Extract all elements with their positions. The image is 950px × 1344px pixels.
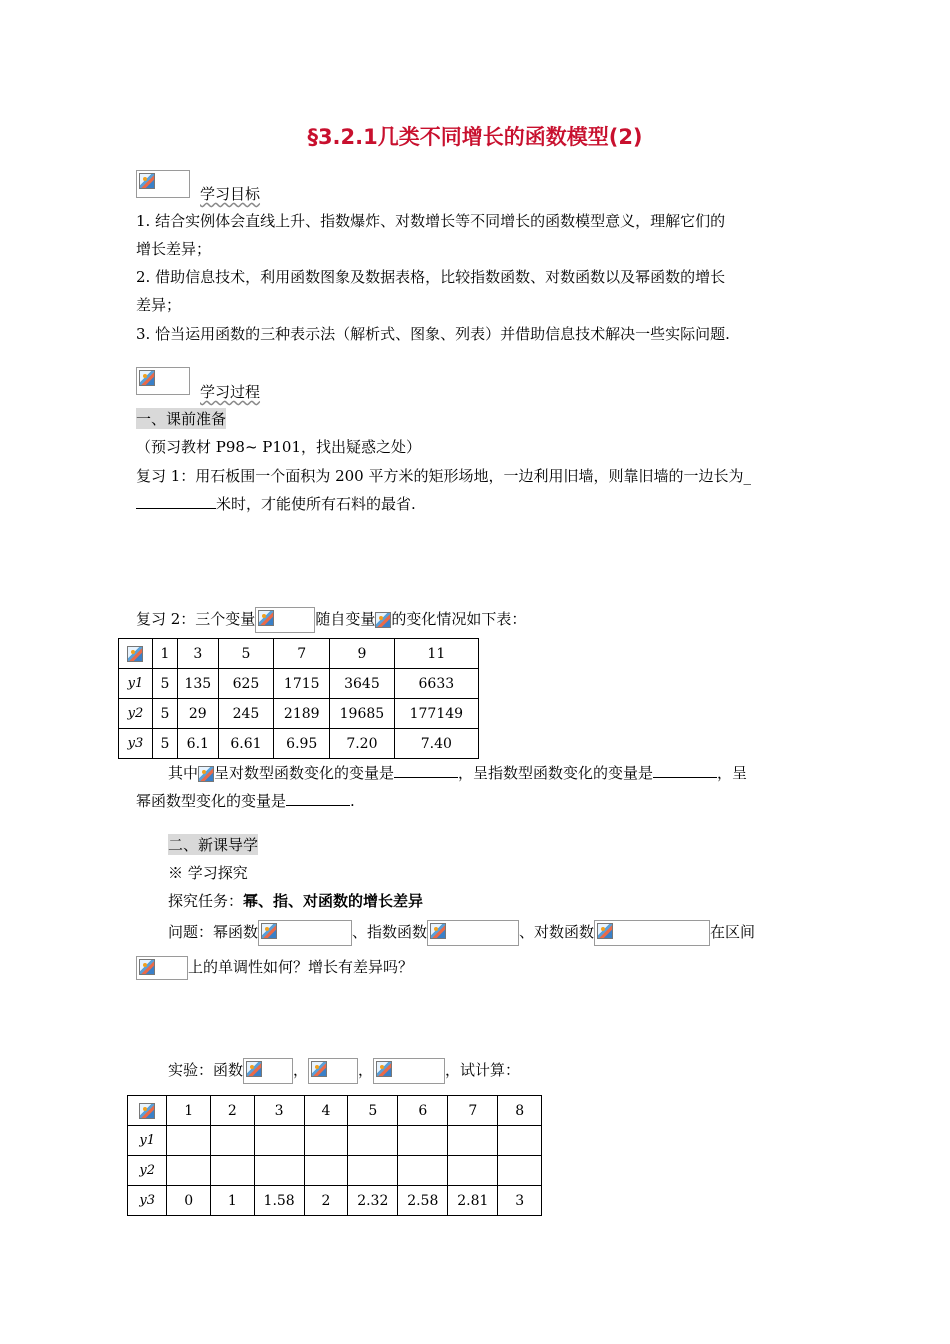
table-row xyxy=(128,1156,542,1186)
review2-line xyxy=(136,607,526,633)
answer-blank[interactable] xyxy=(653,777,717,778)
table-cell[interactable] xyxy=(398,1126,448,1156)
problem-text: 在区间 xyxy=(710,923,756,941)
section-heading-process: 学习过程 xyxy=(200,383,261,401)
review2-text: 的变化情况如下表： xyxy=(391,610,527,628)
x-variable-icon xyxy=(127,646,143,662)
table-cell: 5 xyxy=(152,699,177,729)
table-cell: 2.32 xyxy=(348,1186,398,1216)
table-cell[interactable] xyxy=(167,1126,211,1156)
x-icon-cell xyxy=(119,639,153,669)
section-icon xyxy=(136,367,190,395)
x-icon-cell xyxy=(128,1096,167,1126)
table-cell: 29 xyxy=(178,699,218,729)
table-row xyxy=(128,1186,542,1216)
table-row xyxy=(119,729,479,759)
table-cell[interactable] xyxy=(254,1156,304,1186)
problem-text: 上的单调性如何？增长有差异吗？ xyxy=(188,958,414,976)
table-cell: 6.95 xyxy=(274,729,330,759)
table-cell: 2189 xyxy=(274,699,330,729)
table-cell: 6.61 xyxy=(218,729,274,759)
task-label: 探究任务： xyxy=(168,892,244,910)
formula-image-icon xyxy=(375,612,391,628)
table-cell: 1 xyxy=(167,1096,211,1126)
table-cell: 1.58 xyxy=(254,1186,304,1216)
table-cell[interactable] xyxy=(348,1156,398,1186)
review2-text: 随自变量 xyxy=(315,610,376,628)
table-cell: 9 xyxy=(330,639,395,669)
part-heading: 二、新课导学 xyxy=(168,836,259,854)
question-text: 幂函数型变化的变量是 xyxy=(136,792,287,810)
table-row xyxy=(128,1126,542,1156)
table-cell: 3645 xyxy=(330,669,395,699)
table-cell: 135 xyxy=(178,669,218,699)
table-cell: 1715 xyxy=(274,669,330,699)
row-label: y2 xyxy=(119,699,153,729)
table-cell[interactable] xyxy=(348,1126,398,1156)
data-table-1 xyxy=(118,638,479,759)
image-placeholder-icon xyxy=(136,170,190,198)
formula-image-icon xyxy=(258,920,352,946)
review1-text-end: 米时，才能使所有石料的最省. xyxy=(216,495,416,513)
table-cell: 11 xyxy=(394,639,478,669)
table-cell[interactable] xyxy=(304,1156,348,1186)
explore-heading: ※ 学习探究 xyxy=(168,864,248,882)
image-placeholder-icon xyxy=(136,367,190,395)
table-cell: 5 xyxy=(218,639,274,669)
answer-blank[interactable] xyxy=(394,777,458,778)
goal-line: 1. 结合实例体会直线上升、指数爆炸、对数增长等不同增长的函数模型意义，理解它们的 xyxy=(136,212,726,230)
table-cell: 5 xyxy=(152,729,177,759)
section-heading-goals: 学习目标 xyxy=(200,185,261,203)
question-line2 xyxy=(136,790,355,811)
problem-line2 xyxy=(136,956,413,980)
table-cell: 8 xyxy=(498,1096,542,1126)
question-line xyxy=(168,762,747,783)
table-header-row xyxy=(128,1096,542,1126)
formula-image-icon xyxy=(594,920,710,946)
experiment-text: ， xyxy=(293,1061,309,1079)
goal-line: 差异； xyxy=(136,296,182,314)
table-cell[interactable] xyxy=(448,1156,498,1186)
row-label: y3 xyxy=(119,729,153,759)
problem-text: 、指数函数 xyxy=(352,923,428,941)
experiment-text: ， xyxy=(358,1061,374,1079)
formula-image-icon xyxy=(427,920,519,946)
table-cell[interactable] xyxy=(398,1156,448,1186)
formula-image-icon xyxy=(255,607,315,633)
table-cell: 3 xyxy=(498,1186,542,1216)
goal-line: 2. 借助信息技术，利用函数图象及数据表格，比较指数函数、对数函数以及幂函数的增长 xyxy=(136,268,726,286)
table-cell: 3 xyxy=(178,639,218,669)
question-text: ，呈 xyxy=(717,764,748,782)
table-cell[interactable] xyxy=(167,1156,211,1186)
page-title: §3.2.1几类不同增长的函数模型(2) xyxy=(307,125,643,149)
part-heading: 一、课前准备 xyxy=(136,410,227,428)
table-cell: 2.81 xyxy=(448,1186,498,1216)
question-text: ，呈指数型函数变化的变量是 xyxy=(458,764,654,782)
goal-line: 增长差异； xyxy=(136,240,212,258)
table-cell[interactable] xyxy=(211,1156,255,1186)
table-cell: 1 xyxy=(211,1186,255,1216)
experiment-text: ，试计算： xyxy=(445,1061,521,1079)
x-variable-icon xyxy=(139,1103,155,1119)
task-line xyxy=(168,890,423,911)
task-title: 幂、指、对函数的增长差异 xyxy=(243,892,424,910)
row-label: y1 xyxy=(119,669,153,699)
data-table-2 xyxy=(127,1095,542,1216)
experiment-text: 实验：函数 xyxy=(168,1061,244,1079)
row-label: y2 xyxy=(128,1156,167,1186)
question-text: . xyxy=(350,792,355,810)
table-cell[interactable] xyxy=(498,1126,542,1156)
table-cell[interactable] xyxy=(304,1126,348,1156)
table-cell[interactable] xyxy=(254,1126,304,1156)
formula-image-icon xyxy=(373,1058,445,1084)
answer-blank[interactable] xyxy=(136,508,216,509)
table-header-row xyxy=(119,639,479,669)
table-cell: 5 xyxy=(152,669,177,699)
table-cell: 2 xyxy=(304,1186,348,1216)
table-cell: 625 xyxy=(218,669,274,699)
table-row xyxy=(119,669,479,699)
problem-text: 问题：幂函数 xyxy=(168,923,259,941)
question-text: 呈对数型函数变化的变量是 xyxy=(214,764,395,782)
formula-image-icon xyxy=(198,766,214,782)
table-cell: 19685 xyxy=(330,699,395,729)
section-icon xyxy=(136,170,190,198)
preview-text: （预习教材 P98~ P101，找出疑惑之处） xyxy=(136,438,422,456)
table-cell: 7.40 xyxy=(394,729,478,759)
table-cell: 4 xyxy=(304,1096,348,1126)
table-cell[interactable] xyxy=(448,1126,498,1156)
review1-text: 复习 1：用石板围一个面积为 200 平方米的矩形场地，一边利用旧墙，则靠旧墙的一边长为_ xyxy=(136,467,751,485)
review1-line2 xyxy=(136,493,416,514)
table-cell: 7 xyxy=(274,639,330,669)
table-cell: 1 xyxy=(152,639,177,669)
goal-line: 3. 恰当运用函数的三种表示法（解析式、图象、列表）并借助信息技术解决一些实际问题. xyxy=(136,325,730,343)
question-text: 其中 xyxy=(168,764,199,782)
formula-image-icon xyxy=(136,956,188,980)
formula-image-icon xyxy=(308,1058,358,1084)
table-cell: 245 xyxy=(218,699,274,729)
problem-text: 、对数函数 xyxy=(519,923,595,941)
table-cell: 5 xyxy=(348,1096,398,1126)
table-cell: 6.1 xyxy=(178,729,218,759)
table-cell[interactable] xyxy=(211,1126,255,1156)
table-cell: 7 xyxy=(448,1096,498,1126)
table-cell: 6633 xyxy=(394,669,478,699)
table-cell: 2.58 xyxy=(398,1186,448,1216)
table-cell: 3 xyxy=(254,1096,304,1126)
table-cell: 177149 xyxy=(394,699,478,729)
answer-blank[interactable] xyxy=(286,805,350,806)
table-cell: 0 xyxy=(167,1186,211,1216)
formula-image-icon xyxy=(243,1058,293,1084)
problem-line xyxy=(168,920,755,946)
table-cell: 7.20 xyxy=(330,729,395,759)
experiment-line xyxy=(168,1058,520,1084)
table-cell[interactable] xyxy=(498,1156,542,1186)
table-cell: 6 xyxy=(398,1096,448,1126)
table-row xyxy=(119,699,479,729)
row-label: y3 xyxy=(128,1186,167,1216)
review2-text: 复习 2：三个变量 xyxy=(136,610,256,628)
table-cell: 2 xyxy=(211,1096,255,1126)
row-label: y1 xyxy=(128,1126,167,1156)
